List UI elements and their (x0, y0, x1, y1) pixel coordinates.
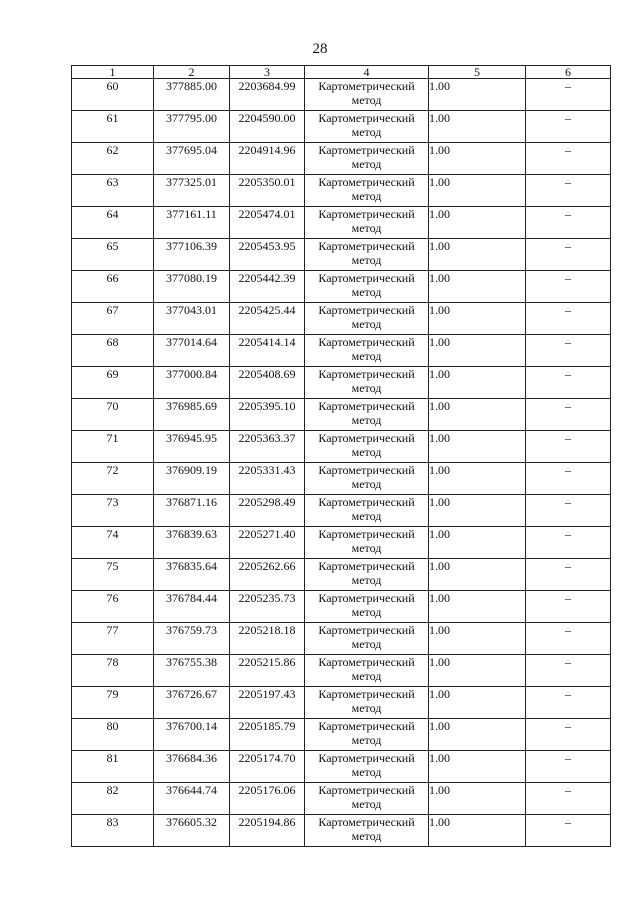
x-coordinate: 377795.00 (154, 111, 230, 143)
point-number: 60 (72, 79, 154, 111)
method-cell: Картометрический метод (305, 719, 429, 751)
x-coordinate: 377080.19 (154, 271, 230, 303)
method-cell: Картометрический метод (305, 175, 429, 207)
x-coordinate: 376684.36 (154, 751, 230, 783)
table-row (72, 623, 611, 655)
x-coordinate: 376784.44 (154, 591, 230, 623)
point-number: 73 (72, 495, 154, 527)
note-cell: – (526, 751, 611, 783)
note-cell: – (526, 463, 611, 495)
note-cell: – (526, 239, 611, 271)
method-cell: Картометрический метод (305, 783, 429, 815)
table-row (72, 303, 611, 335)
accuracy-cell: 1.00 (429, 591, 526, 623)
y-coordinate: 2203684.99 (230, 79, 305, 111)
point-number: 70 (72, 399, 154, 431)
y-coordinate: 2205215.86 (230, 655, 305, 687)
table-row (72, 207, 611, 239)
point-number: 79 (72, 687, 154, 719)
point-number: 62 (72, 143, 154, 175)
y-coordinate: 2205197.43 (230, 687, 305, 719)
method-cell: Картометрический метод (305, 591, 429, 623)
accuracy-cell: 1.00 (429, 431, 526, 463)
table-row (72, 143, 611, 175)
x-coordinate: 377106.39 (154, 239, 230, 271)
accuracy-cell: 1.00 (429, 303, 526, 335)
point-number: 64 (72, 207, 154, 239)
point-number: 75 (72, 559, 154, 591)
table-row (72, 271, 611, 303)
point-number: 80 (72, 719, 154, 751)
note-cell: – (526, 207, 611, 239)
method-cell: Картометрический метод (305, 143, 429, 175)
method-cell: Картометрический метод (305, 111, 429, 143)
accuracy-cell: 1.00 (429, 367, 526, 399)
point-number: 83 (72, 815, 154, 847)
point-number: 61 (72, 111, 154, 143)
note-cell: – (526, 175, 611, 207)
accuracy-cell: 1.00 (429, 207, 526, 239)
method-cell: Картометрический метод (305, 751, 429, 783)
table-row (72, 527, 611, 559)
table-row (72, 79, 611, 111)
note-cell: – (526, 783, 611, 815)
accuracy-cell: 1.00 (429, 751, 526, 783)
accuracy-cell: 1.00 (429, 463, 526, 495)
note-cell: – (526, 719, 611, 751)
table-row (72, 687, 611, 719)
table-row (72, 399, 611, 431)
y-coordinate: 2205185.79 (230, 719, 305, 751)
column-header: 2 (154, 66, 230, 79)
table-row (72, 463, 611, 495)
table-row (72, 719, 611, 751)
x-coordinate: 377014.64 (154, 335, 230, 367)
point-number: 69 (72, 367, 154, 399)
table-row (72, 655, 611, 687)
note-cell: – (526, 399, 611, 431)
y-coordinate: 2205350.01 (230, 175, 305, 207)
x-coordinate: 376759.73 (154, 623, 230, 655)
point-number: 81 (72, 751, 154, 783)
note-cell: – (526, 623, 611, 655)
x-coordinate: 377885.00 (154, 79, 230, 111)
method-cell: Картометрический метод (305, 687, 429, 719)
y-coordinate: 2204914.96 (230, 143, 305, 175)
x-coordinate: 376835.64 (154, 559, 230, 591)
column-header: 5 (429, 66, 526, 79)
table-row (72, 239, 611, 271)
x-coordinate: 377695.04 (154, 143, 230, 175)
x-coordinate: 376755.38 (154, 655, 230, 687)
x-coordinate: 377161.11 (154, 207, 230, 239)
table-row (72, 559, 611, 591)
y-coordinate: 2205194.86 (230, 815, 305, 847)
column-header: 3 (230, 66, 305, 79)
y-coordinate: 2205262.66 (230, 559, 305, 591)
note-cell: – (526, 79, 611, 111)
note-cell: – (526, 111, 611, 143)
point-number: 71 (72, 431, 154, 463)
y-coordinate: 2205235.73 (230, 591, 305, 623)
method-cell: Картометрический метод (305, 271, 429, 303)
y-coordinate: 2205425.44 (230, 303, 305, 335)
table-body (72, 79, 611, 847)
y-coordinate: 2204590.00 (230, 111, 305, 143)
x-coordinate: 376945.95 (154, 431, 230, 463)
accuracy-cell: 1.00 (429, 399, 526, 431)
method-cell: Картометрический метод (305, 431, 429, 463)
y-coordinate: 2205298.49 (230, 495, 305, 527)
y-coordinate: 2205414.14 (230, 335, 305, 367)
method-cell: Картометрический метод (305, 399, 429, 431)
note-cell: – (526, 271, 611, 303)
method-cell: Картометрический метод (305, 623, 429, 655)
point-number: 63 (72, 175, 154, 207)
y-coordinate: 2205331.43 (230, 463, 305, 495)
table-row (72, 783, 611, 815)
note-cell: – (526, 815, 611, 847)
table-row (72, 111, 611, 143)
method-cell: Картометрический метод (305, 79, 429, 111)
accuracy-cell: 1.00 (429, 527, 526, 559)
column-header: 6 (526, 66, 611, 79)
method-cell: Картометрический метод (305, 815, 429, 847)
note-cell: – (526, 495, 611, 527)
point-number: 77 (72, 623, 154, 655)
point-number: 78 (72, 655, 154, 687)
method-cell: Картометрический метод (305, 495, 429, 527)
method-cell: Картометрический метод (305, 303, 429, 335)
table-row (72, 591, 611, 623)
note-cell: – (526, 655, 611, 687)
point-number: 74 (72, 527, 154, 559)
y-coordinate: 2205474.01 (230, 207, 305, 239)
table-row (72, 815, 611, 847)
table-row (72, 367, 611, 399)
point-number: 67 (72, 303, 154, 335)
table-row (72, 431, 611, 463)
point-number: 68 (72, 335, 154, 367)
accuracy-cell: 1.00 (429, 271, 526, 303)
x-coordinate: 377325.01 (154, 175, 230, 207)
method-cell: Картометрический метод (305, 559, 429, 591)
x-coordinate: 376839.63 (154, 527, 230, 559)
accuracy-cell: 1.00 (429, 559, 526, 591)
x-coordinate: 376700.14 (154, 719, 230, 751)
note-cell: – (526, 367, 611, 399)
table-row (72, 335, 611, 367)
note-cell: – (526, 335, 611, 367)
note-cell: – (526, 303, 611, 335)
table-row (72, 751, 611, 783)
accuracy-cell: 1.00 (429, 239, 526, 271)
method-cell: Картометрический метод (305, 367, 429, 399)
x-coordinate: 376605.32 (154, 815, 230, 847)
x-coordinate: 376871.16 (154, 495, 230, 527)
point-number: 72 (72, 463, 154, 495)
method-cell: Картометрический метод (305, 335, 429, 367)
accuracy-cell: 1.00 (429, 687, 526, 719)
note-cell: – (526, 687, 611, 719)
point-number: 82 (72, 783, 154, 815)
note-cell: – (526, 431, 611, 463)
note-cell: – (526, 591, 611, 623)
x-coordinate: 376644.74 (154, 783, 230, 815)
accuracy-cell: 1.00 (429, 783, 526, 815)
note-cell: – (526, 143, 611, 175)
point-number: 66 (72, 271, 154, 303)
column-header: 1 (72, 66, 154, 79)
point-number: 76 (72, 591, 154, 623)
x-coordinate: 376909.19 (154, 463, 230, 495)
x-coordinate: 376985.69 (154, 399, 230, 431)
method-cell: Картометрический метод (305, 527, 429, 559)
accuracy-cell: 1.00 (429, 143, 526, 175)
table-row (72, 175, 611, 207)
y-coordinate: 2205408.69 (230, 367, 305, 399)
y-coordinate: 2205218.18 (230, 623, 305, 655)
method-cell: Картометрический метод (305, 207, 429, 239)
x-coordinate: 377000.84 (154, 367, 230, 399)
y-coordinate: 2205442.39 (230, 271, 305, 303)
y-coordinate: 2205174.70 (230, 751, 305, 783)
x-coordinate: 376726.67 (154, 687, 230, 719)
accuracy-cell: 1.00 (429, 623, 526, 655)
x-coordinate: 377043.01 (154, 303, 230, 335)
accuracy-cell: 1.00 (429, 815, 526, 847)
accuracy-cell: 1.00 (429, 79, 526, 111)
column-header: 4 (305, 66, 429, 79)
y-coordinate: 2205363.37 (230, 431, 305, 463)
table-row (72, 495, 611, 527)
method-cell: Картометрический метод (305, 655, 429, 687)
point-number: 65 (72, 239, 154, 271)
coordinates-table (71, 65, 611, 847)
accuracy-cell: 1.00 (429, 655, 526, 687)
page-number: 28 (312, 41, 328, 57)
note-cell: – (526, 559, 611, 591)
table-header-row (72, 66, 611, 79)
note-cell: – (526, 527, 611, 559)
accuracy-cell: 1.00 (429, 175, 526, 207)
accuracy-cell: 1.00 (429, 335, 526, 367)
method-cell: Картометрический метод (305, 239, 429, 271)
method-cell: Картометрический метод (305, 463, 429, 495)
y-coordinate: 2205176.06 (230, 783, 305, 815)
y-coordinate: 2205395.10 (230, 399, 305, 431)
accuracy-cell: 1.00 (429, 719, 526, 751)
accuracy-cell: 1.00 (429, 111, 526, 143)
accuracy-cell: 1.00 (429, 495, 526, 527)
y-coordinate: 2205271.40 (230, 527, 305, 559)
y-coordinate: 2205453.95 (230, 239, 305, 271)
